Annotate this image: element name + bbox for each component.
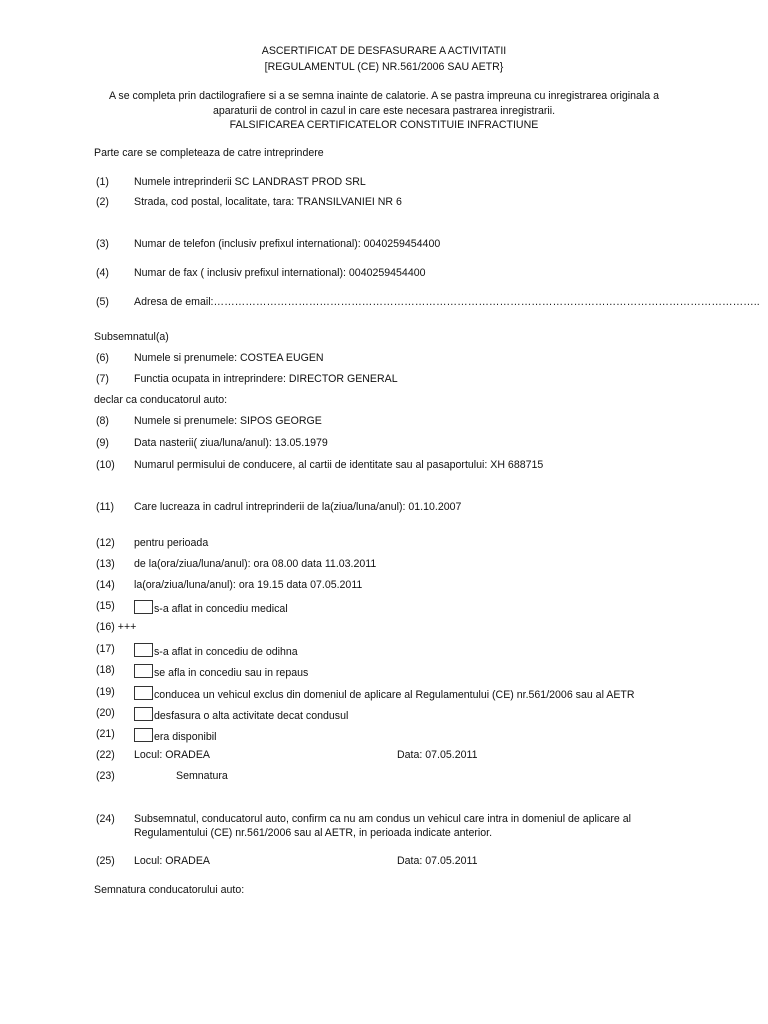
period-end-field: la(ora/ziua/luna/anul): ora 19.15 data 07.05.2011 [134, 579, 363, 591]
signatory-name-field: Numele si prenumele: COSTEA EUGEN [134, 352, 324, 364]
rest-checkbox[interactable] [134, 664, 153, 678]
item-number: (16) +++ [96, 621, 137, 633]
item-number: (3) [96, 238, 109, 250]
item-number: (2) [96, 196, 109, 208]
place-field: Locul: ORADEA [134, 749, 210, 761]
option-other-activity [134, 707, 348, 723]
item-number: (5) [96, 296, 109, 308]
driver-name-field: Numele si prenumele: SIPOS GEORGE [134, 415, 322, 427]
other-activity-checkbox[interactable] [134, 707, 153, 721]
employment-start-field: Care lucreaza in cadrul intreprinderii de la(ziua/luna/anul): 01.10.2007 [134, 501, 462, 513]
option-label: s-a aflat in concediu de odihna [154, 646, 298, 658]
item-number: (12) [96, 537, 115, 549]
date-field: Data: 07.05.2011 [397, 855, 478, 867]
instructions-line-2: aparaturii de control in cazul in care este necesara pastrarea inregistrarii. [212, 105, 556, 117]
item-number: (25) [96, 855, 115, 867]
driver-confirmation-line-2: Regulamentului (CE) nr.561/2006 sau al AETR, in perioada indicate anterior. [134, 827, 493, 839]
item-number: (11) [96, 501, 115, 513]
company-section-label: Parte care se completeaza de catre intreprindere [94, 147, 324, 159]
company-address-field: Strada, cod postal, localitate, tara: TRANSILVANIEI NR 6 [134, 196, 402, 208]
item-number: (24) [96, 813, 115, 825]
period-label: pentru perioada [134, 537, 209, 549]
option-rest [134, 664, 308, 680]
item-number: (15) [96, 600, 115, 612]
item-number: (10) [96, 459, 115, 471]
place-field: Locul: ORADEA [134, 855, 210, 867]
item-number: (20) [96, 707, 115, 719]
option-annual-leave [134, 643, 298, 659]
item-number: (17) [96, 643, 115, 655]
item-number: (18) [96, 664, 115, 676]
item-number: (7) [96, 373, 109, 385]
item-number: (14) [96, 579, 115, 591]
available-checkbox[interactable] [134, 728, 153, 742]
item-number: (22) [96, 749, 115, 761]
option-available [134, 728, 216, 744]
instructions-line-1: A se completa prin dactilografiere si a se semna inainte de calatorie. A se pastra impreuna cu inregistrarea originala a [109, 90, 659, 102]
annual-leave-checkbox[interactable] [134, 643, 153, 657]
item-number: (6) [96, 352, 109, 364]
driver-signature-label: Semnatura conducatorului auto: [94, 884, 245, 896]
item-number: (21) [96, 728, 115, 740]
option-label: s-a aflat in concediu medical [154, 603, 288, 615]
item-number: (9) [96, 437, 109, 449]
company-phone-field: Numar de telefon (inclusiv prefixul international): 0040259454400 [134, 238, 441, 250]
driver-confirmation-line-1: Subsemnatul, conducatorul auto, confirm ca nu am condus un vehicul care intra in domeniul de aplicare al [134, 813, 632, 825]
driver-birthdate-field: Data nasterii( ziua/luna/anul): 13.05.1979 [134, 437, 328, 449]
option-label: desfasura o alta activitate decat condusul [154, 710, 349, 722]
signature-label: Semnatura [176, 770, 228, 782]
option-label: se afla in concediu sau in repaus [154, 667, 309, 679]
option-excluded-vehicle [134, 686, 635, 702]
document-subtitle: [REGULAMENTUL (CE) NR.561/2006 SAU AETR} [264, 61, 504, 73]
company-name-field: Numele intreprinderii SC LANDRAST PROD SRL [134, 176, 366, 188]
company-fax-field: Numar de fax ( inclusiv prefixul international): 0040259454400 [134, 267, 426, 279]
period-start-field: de la(ora/ziua/luna/anul): ora 08.00 data 11.03.2011 [134, 558, 377, 570]
item-number: (19) [96, 686, 115, 698]
warning-text: FALSIFICAREA CERTIFICATELOR CONSTITUIE INFRACTIUNE [229, 119, 539, 131]
company-email-field: Adresa de email:……………………………………………………………………………………………………………………………………….. [134, 296, 760, 308]
signatory-position-field: Functia ocupata in intreprindere: DIRECTOR GENERAL [134, 373, 398, 385]
signatory-label: Subsemnatul(a) [94, 331, 169, 343]
excluded-vehicle-checkbox[interactable] [134, 686, 153, 700]
option-medical-leave [134, 600, 288, 616]
item-number: (4) [96, 267, 109, 279]
document-title: ASCERTIFICAT DE DESFASURARE A ACTIVITATII [261, 45, 507, 57]
driver-declaration-label: declar ca conducatorul auto: [94, 394, 228, 406]
item-number: (13) [96, 558, 115, 570]
item-number: (1) [96, 176, 109, 188]
option-label: conducea un vehicul exclus din domeniul de aplicare al Regulamentului (CE) nr.561/2006 sau al AETR [154, 689, 635, 701]
date-field: Data: 07.05.2011 [397, 749, 478, 761]
item-number: (8) [96, 415, 109, 427]
driver-license-field: Numarul permisului de conducere, al cartii de identitate sau al pasaportului: XH 688715 [134, 459, 544, 471]
medical-leave-checkbox[interactable] [134, 600, 153, 614]
option-label: era disponibil [154, 731, 217, 743]
item-number: (23) [96, 770, 115, 782]
